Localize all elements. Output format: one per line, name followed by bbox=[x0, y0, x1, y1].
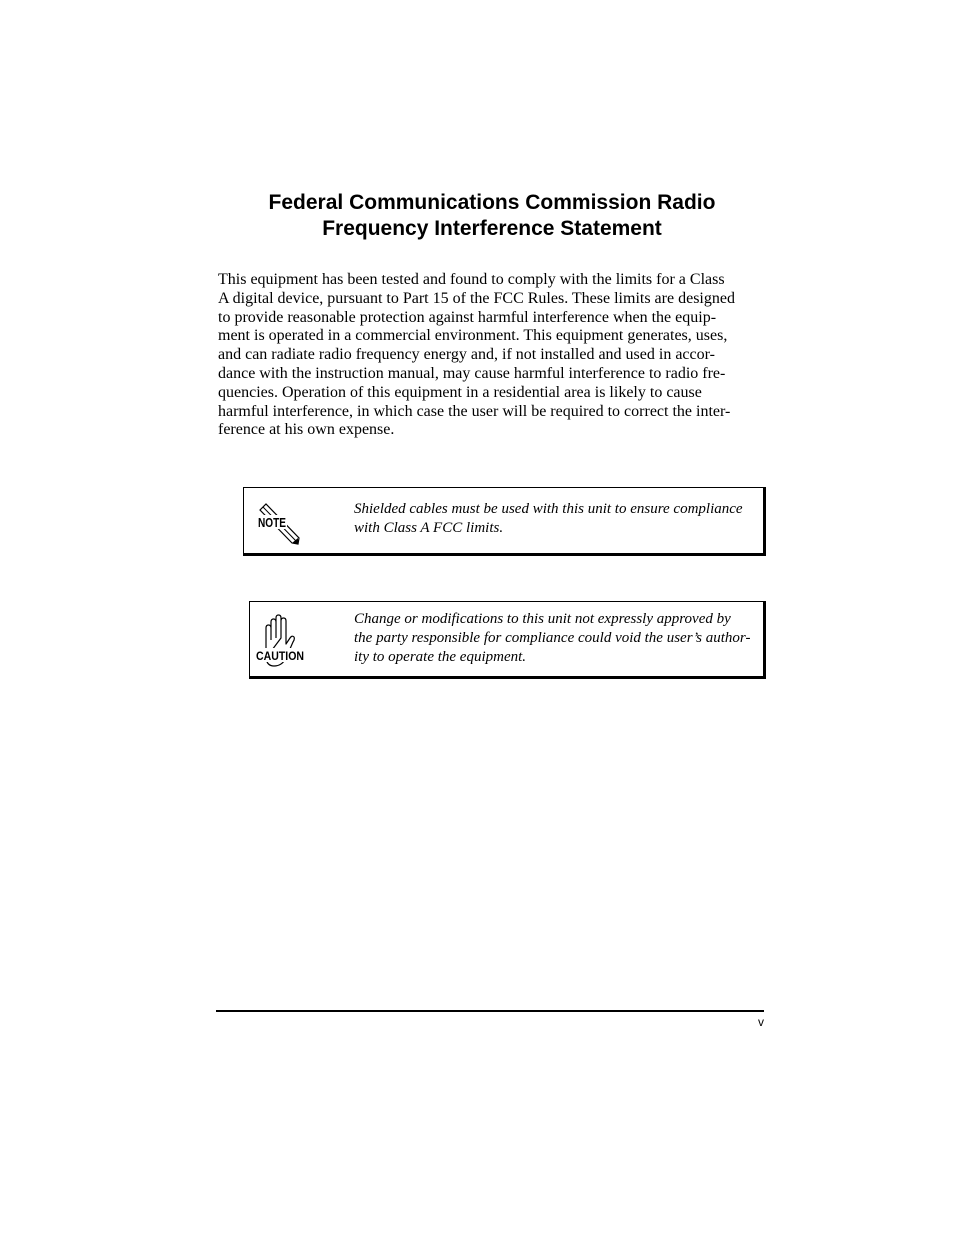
paragraph-line: A digital device, pursuant to Part 15 of the FCC Rules. These limits are designed bbox=[218, 289, 735, 307]
caution-text bbox=[354, 610, 750, 666]
note-text-line: Shielded cables must be used with this unit to ensure compliance bbox=[354, 501, 743, 517]
page-title-line-2: Frequency Interference Statement bbox=[322, 217, 662, 240]
caution-hand-icon bbox=[254, 614, 306, 670]
caution-text-line: ity to operate the equipment. bbox=[354, 648, 527, 665]
fcc-statement-paragraph bbox=[218, 271, 766, 440]
footer-rule bbox=[216, 1010, 764, 1012]
paragraph-line: harmful interference, in which case the user will be required to correct the inter- bbox=[218, 402, 731, 420]
caution-icon-label: CAUTION bbox=[256, 649, 304, 663]
paragraph-line: This equipment has been tested and found to comply with the limits for a Class bbox=[218, 271, 725, 288]
caution-box bbox=[249, 601, 766, 679]
page-title-line-1: Federal Communications Commission Radio bbox=[268, 191, 716, 214]
page-title bbox=[218, 190, 766, 242]
caution-text-line: the party responsible for compliance could void the user’s author- bbox=[354, 629, 751, 646]
paragraph-line: and can radiate radio frequency energy and, if not installed and used in accor- bbox=[218, 346, 715, 364]
paragraph-line: quencies. Operation of this equipment in a residential area is likely to cause bbox=[218, 383, 702, 401]
paragraph-line: ment is operated in a commercial environment. This equipment generates, uses, bbox=[218, 327, 728, 345]
page-number: v bbox=[758, 1015, 764, 1029]
note-text bbox=[354, 500, 743, 538]
note-pencil-icon bbox=[254, 502, 304, 548]
note-box bbox=[243, 487, 766, 556]
caution-text-line: Change or modifications to this unit not expressly approved by bbox=[354, 611, 731, 627]
paragraph-line: dance with the instruction manual, may cause harmful interference to radio fre- bbox=[218, 364, 726, 382]
paragraph-line: to provide reasonable protection against harmful interference when the equip- bbox=[218, 308, 717, 326]
note-text-line: with Class A FCC limits. bbox=[354, 519, 504, 536]
note-icon-label: NOTE bbox=[258, 515, 287, 530]
paragraph-line: ference at his own expense. bbox=[218, 421, 395, 439]
